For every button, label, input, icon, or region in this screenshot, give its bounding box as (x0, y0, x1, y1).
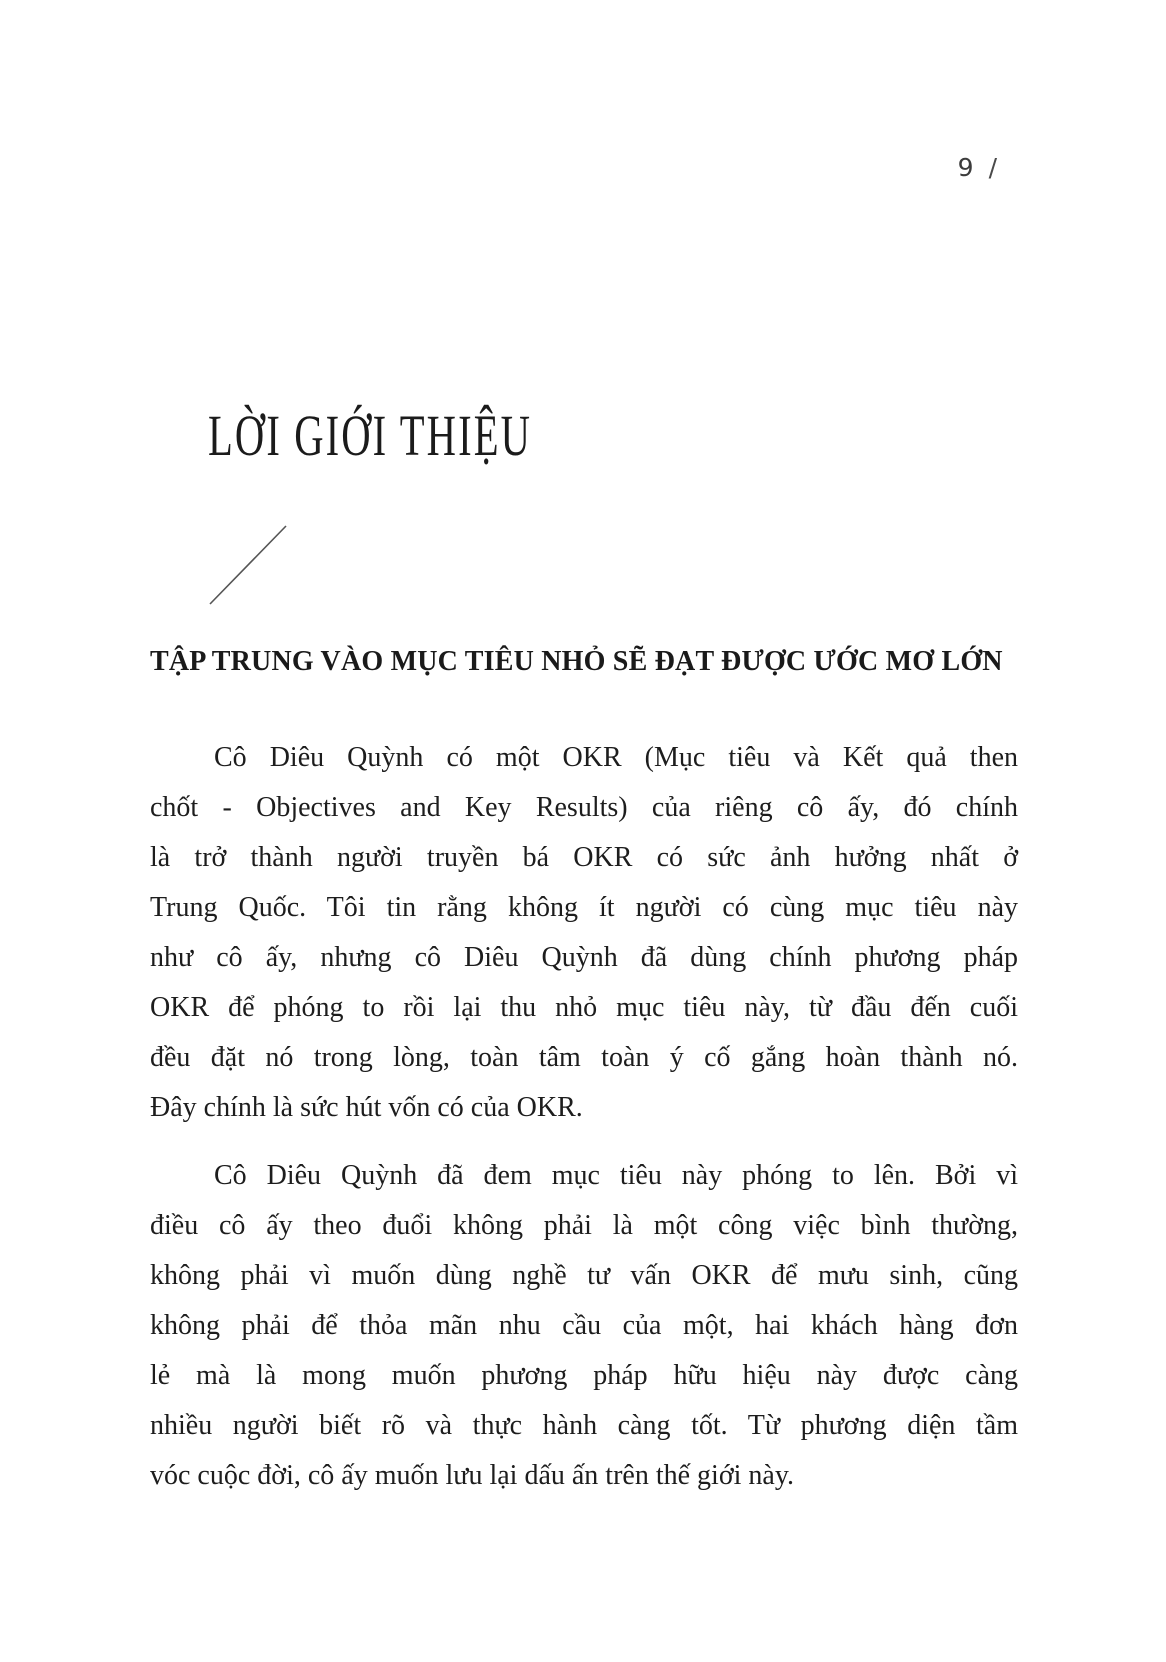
text-line: không phải để thỏa mãn nhu cầu của một, hai khách hàng đơn (150, 1310, 1018, 1341)
text-line: OKR để phóng to rồi lại thu nhỏ mục tiêu này, từ đầu đến cuối (150, 992, 1018, 1023)
chapter-title: LỜI GIỚI THIỆU (208, 403, 533, 468)
text-line: Cô Diêu Quỳnh đã đem mục tiêu này phóng to lên. Bởi vì (214, 1160, 1018, 1191)
text-line: vóc cuộc đời, cô ấy muốn lưu lại dấu ấn trên thế giới này. (150, 1460, 795, 1491)
text-line: như cô ấy, nhưng cô Diêu Quỳnh đã dùng chính phương pháp (150, 942, 1018, 973)
text-line: chốt - Objectives and Key Results) của riêng cô ấy, đó chính (150, 792, 1018, 823)
text-line: Trung Quốc. Tôi tin rằng không ít người có cùng mục tiêu này (150, 892, 1018, 923)
text-line: lẻ mà là mong muốn phương pháp hữu hiệu này được càng (150, 1360, 1018, 1391)
text-line: Đây chính là sức hút vốn có của OKR. (150, 1092, 583, 1123)
section-heading: TẬP TRUNG VÀO MỤC TIÊU NHỎ SẼ ĐẠT ĐƯỢC ƯỚC MƠ LỚN (150, 646, 1003, 677)
paragraph-2 (150, 1151, 1018, 1501)
diagonal-line-decoration (208, 524, 288, 606)
text-line: nhiều người biết rõ và thực hành càng tốt. Từ phương diện tầm (150, 1410, 1018, 1441)
page-number (958, 153, 998, 182)
diagonal-slash-icon (208, 524, 288, 606)
paragraph-1 (150, 733, 1018, 1133)
text-line: Cô Diêu Quỳnh có một OKR (Mục tiêu và Kết quả then (214, 742, 1018, 773)
text-line: điều cô ấy theo đuổi không phải là một công việc bình thường, (150, 1210, 1018, 1241)
page-number-slash: / (988, 153, 998, 182)
text-line: không phải vì muốn dùng nghề tư vấn OKR để mưu sinh, cũng (150, 1260, 1018, 1291)
page-number-value: 9 (957, 153, 975, 182)
text-line: đều đặt nó trong lòng, toàn tâm toàn ý cố gắng hoàn thành nó. (150, 1042, 1018, 1073)
text-line: là trở thành người truyền bá OKR có sức ảnh hưởng nhất ở (150, 842, 1018, 873)
body-text (150, 733, 1018, 1501)
